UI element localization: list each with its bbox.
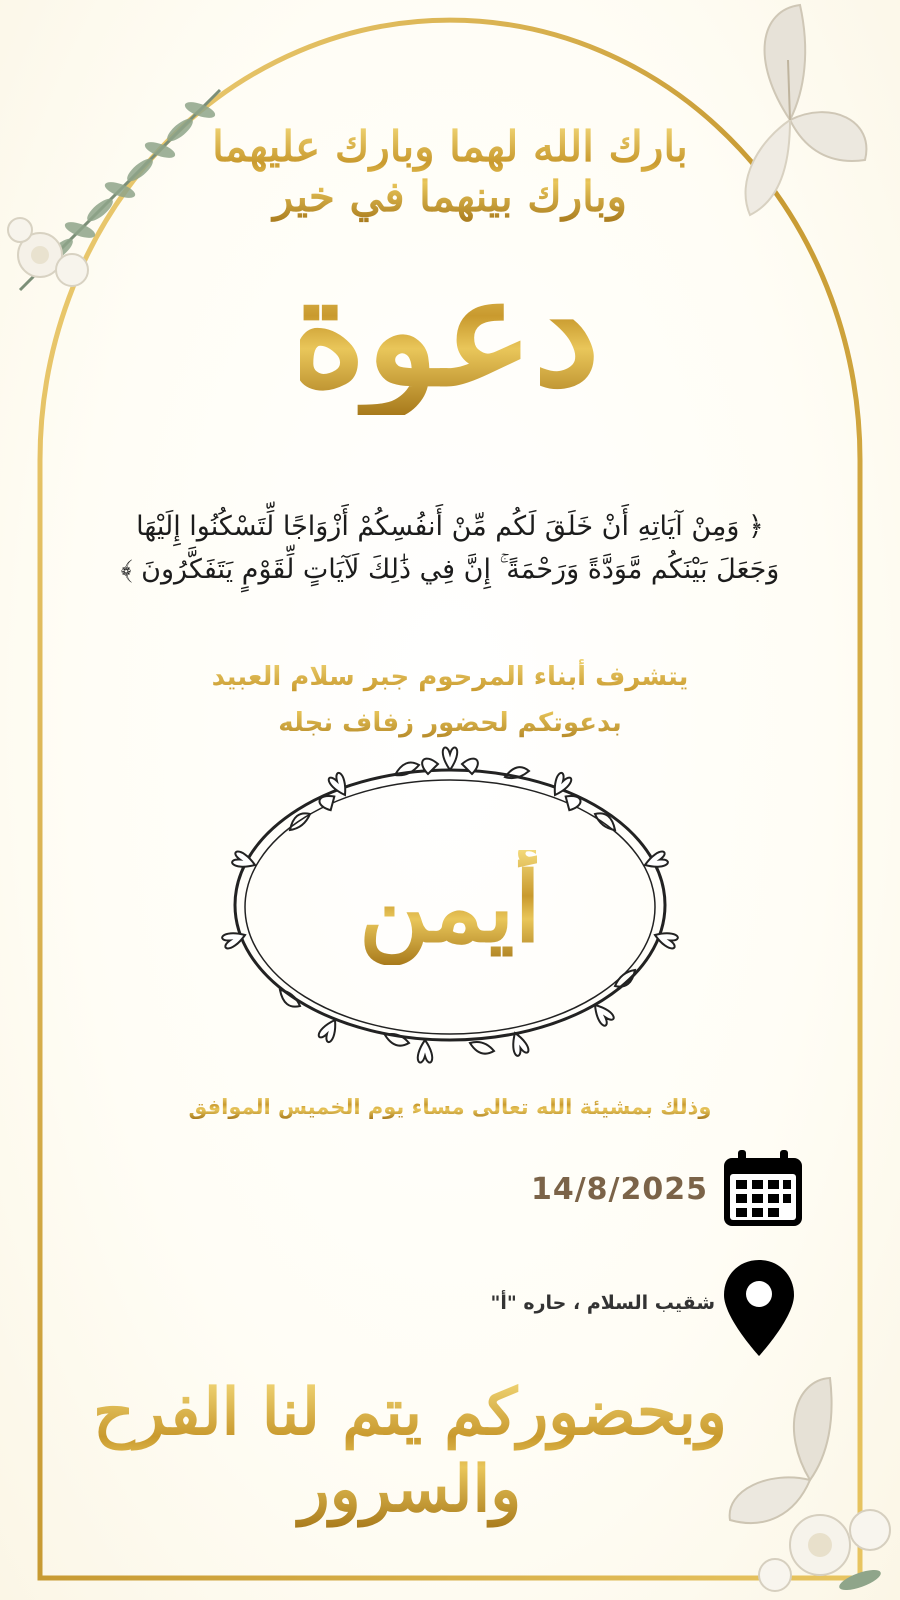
- butterfly-flowers-decoration: [700, 1370, 900, 1600]
- blessing-calligraphy: بارك الله لهما وبارك عليهما وبارك بينهما في خير: [190, 122, 710, 223]
- event-timing-text: وذلك بمشيئة الله تعالى مساء يوم الخميس الموافق: [160, 1095, 740, 1119]
- intro-line-2: بدعوتكم لحضور زفاف نجله: [278, 707, 622, 738]
- verse-line-2: وَجَعَلَ بَيْنَكُم مَّوَدَّةً وَرَحْمَةً ۚ إِنَّ فِي ذَٰلِكَ لَآيَاتٍ لِّقَوْمٍ يَتَفَكَّرُونَ ﴾: [120, 554, 780, 586]
- event-location: شقيب السلام ، حاره "أ": [490, 1292, 715, 1314]
- event-date: 14/8/2025: [530, 1172, 708, 1207]
- groom-name: أيمن: [275, 850, 625, 965]
- quran-verse: [90, 505, 810, 591]
- intro-line-1: يتشرف أبناء المرحوم جبر سلام العبيد: [211, 662, 689, 692]
- location-pin-icon: [722, 1258, 796, 1358]
- host-introduction: [150, 655, 750, 746]
- verse-line-1: ﴿ وَمِنْ آيَاتِهِ أَنْ خَلَقَ لَكُم مِّنْ أَنفُسِكُمْ أَزْوَاجًا لِّتَسْكُنُوا إِلَيْهَا: [136, 511, 764, 542]
- invitation-title: دعوة: [287, 244, 600, 420]
- calendar-icon: [720, 1150, 806, 1230]
- butterfly-decoration: [690, 0, 890, 230]
- closing-calligraphy: وبحضوركم يتم لنا الفرح والسرور: [90, 1375, 730, 1529]
